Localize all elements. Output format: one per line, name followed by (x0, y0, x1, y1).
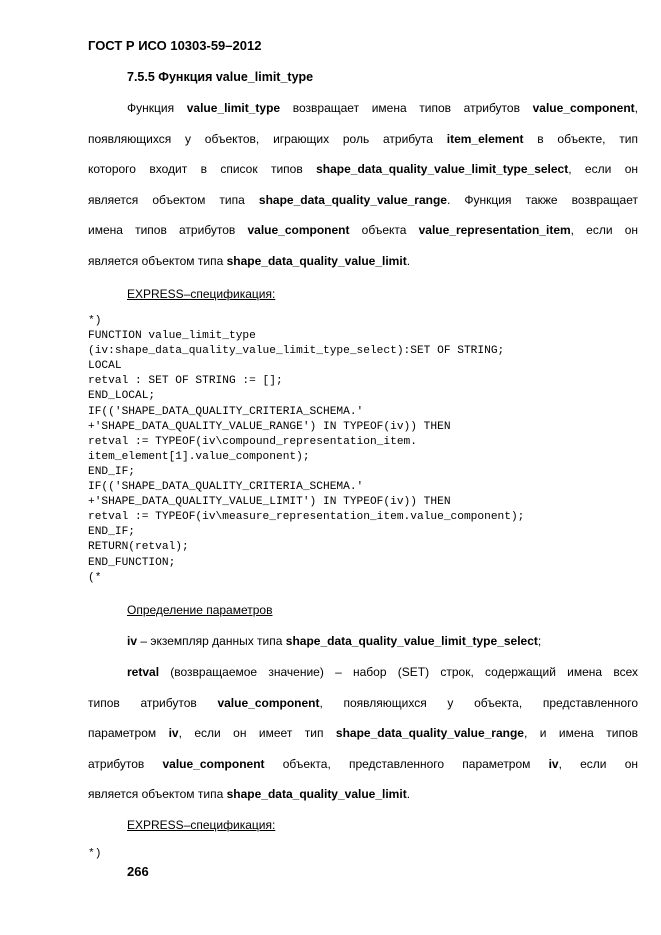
bold-term: value_component (162, 756, 265, 771)
express-spec-label-2: EXPRESS–спецификация: (127, 818, 276, 832)
intro-paragraph (88, 93, 638, 276)
document-header: ГОСТ Р ИСО 10303-59–2012 (88, 38, 262, 53)
text-line: которого входит в список типов shape_data_quality_value_limit_type_select, если он (88, 162, 638, 176)
bold-term: shape_data_quality_value_range (335, 726, 524, 740)
express-code-block: *) FUNCTION value_limit_type (iv:shape_data_quality_value_limit_type_select):SET OF STRING; LOCAL retval : SET OF STRING := []; END_LOCAL; IF(('SHAPE_DATA_QUALITY_CRITERIA_SCHEMA.' +'SHAPE_DATA_QUALITY_VALUE_RANGE') IN TYPEOF(iv)) THEN retval := TYPEOF(iv\compound_representation_item. item_element[1].value_component); END_IF; IF(('SHAPE_DATA_QUALITY_CRITERIA_SCHEMA.' +'SHAPE_DATA_QUALITY_VALUE_LIMIT') IN TYPEOF(iv)) THEN retval := TYPEOF(iv\measure_representation_item.value_component); END_IF; RETURN(retval); END_FUNCTION; (* (88, 315, 525, 584)
bold-term: value_component (247, 223, 350, 237)
text-line: имена типов атрибутов value_component объекта value_representation_item, если он (88, 223, 638, 237)
bold-term: value_component (532, 101, 635, 115)
text-line: Функция value_limit_type возвращает имена типов атрибутов value_component, (127, 101, 638, 115)
bold-term: shape_data_quality_value_limit_type_select (316, 162, 569, 176)
bold-term: shape_data_quality_value_limit (226, 253, 407, 268)
text-line: атрибутов value_component объекта, представленного параметром iv, если он (88, 756, 638, 771)
bold-term: shape_data_quality_value_limit (226, 787, 407, 801)
express-spec-label-1: EXPRESS–спецификация: (127, 287, 276, 301)
bold-term: iv (168, 726, 179, 740)
section-heading: 7.5.5 Функция value_limit_type (127, 70, 314, 84)
text-line: iv – экземпляр данных типа shape_data_quality_value_limit_type_select; (127, 634, 542, 648)
text-line: является объектом типа shape_data_quality_value_range. Функция также возвращает (88, 192, 638, 207)
bold-term: value_component (217, 695, 320, 710)
bold-term: value_representation_item (418, 223, 571, 237)
text-line: является объектом типа shape_data_quality_value_limit. (88, 253, 411, 268)
bold-term: iv (548, 756, 559, 771)
text-line: параметром iv, если он имеет тип shape_data_quality_value_range, и имена типов (88, 726, 638, 740)
param-retval-definition (88, 657, 638, 810)
bold-term: item_element (446, 131, 524, 146)
parameters-definition-label: Определение параметров (127, 603, 273, 617)
bold-term: value_limit_type (186, 101, 281, 115)
text-line: является объектом типа shape_data_quality_value_limit. (88, 787, 411, 801)
bold-term: shape_data_quality_value_limit_type_select (285, 634, 538, 648)
page-number: 266 (127, 864, 149, 879)
bold-term: shape_data_quality_value_range (258, 192, 447, 207)
text-line: retval (возвращаемое значение) – набор (SET) строк, содержащий имена всех (127, 665, 638, 679)
text-line: типов атрибутов value_component, появляющихся у объекта, представленного (88, 695, 638, 710)
bold-term: iv (127, 634, 138, 648)
param-iv-definition (88, 626, 638, 657)
bold-term: retval (127, 665, 160, 679)
express-code-tail: *) (88, 848, 102, 860)
text-line: появляющихся у объектов, играющих роль атрибута item_element в объекте, тип (88, 131, 639, 146)
